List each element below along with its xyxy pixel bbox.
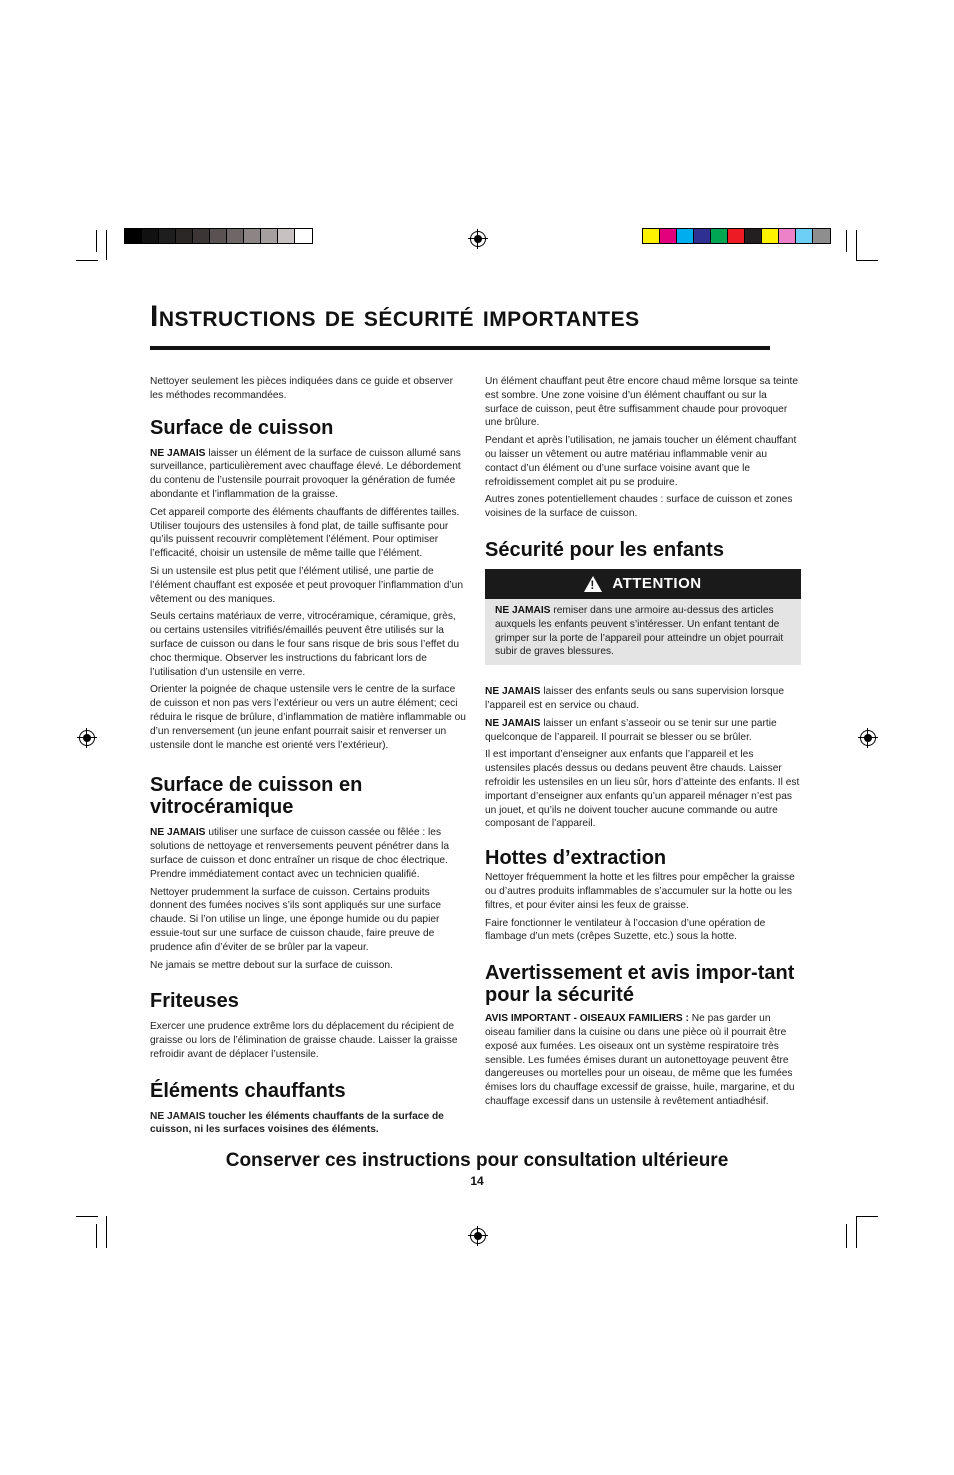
attention-label: ATTENTION — [612, 575, 702, 593]
color-swatch — [643, 229, 660, 243]
paragraph-text: laisser des enfants seuls ou sans supervision lorsque l’appareil est en service ou chaud. — [485, 686, 784, 711]
attention-box — [485, 569, 801, 665]
paragraph — [485, 1012, 801, 1109]
section-heading-range-hoods: Hottes d’extraction — [485, 847, 667, 870]
paragraph — [485, 685, 801, 713]
crop-mark — [856, 260, 878, 261]
color-swatch — [244, 229, 261, 243]
section-heading-ceramic-cooktop: Surface de cuisson en vitrocéramique — [150, 774, 363, 819]
paragraph: Autres zones potentiellement chaudes : surface de cuisson et zones voisines de la surface de cuisson. — [485, 494, 793, 520]
title-rule — [150, 346, 770, 350]
color-swatch — [711, 229, 728, 243]
crop-mark — [856, 1216, 878, 1217]
color-swatch — [295, 229, 312, 243]
paragraph: Il est important d’enseigner aux enfants que l’appareil et les ustensiles placés dessus ou dedans peuvent être chauds. Laisser refroidir les ustensiles en un lieu sûr, hors d’atteinte des enfants. Il est important d’enseigner aux enfants qu’un appareil ménager n’est pas un jouet, et qu’ils ne doivent toucher aucune commande ou autre composant de l’appareil. — [485, 749, 800, 830]
paragraph-text: laisser un enfant s’asseoir ou se tenir sur une partie quelconque de l’appareil. Il pourrait se blesser ou se brûler. — [485, 717, 777, 743]
attention-body — [485, 599, 801, 665]
right-column — [485, 375, 801, 1113]
crop-mark — [856, 1216, 857, 1248]
color-swatch — [694, 229, 711, 243]
paragraph: Orienter la poignée de chaque ustensile vers le centre de la surface de cuisson et non pas vers l’extérieur ou vers un autre élément; ceci réduira le risque de brûlure, d’inflammation de matière inflammable ou d’un renversement (un jeune enfant pourrait saisir et renverser un ustensile dont le manche est orienté vers l’extérieur). — [150, 684, 466, 751]
color-swatch — [796, 229, 813, 243]
paragraph-text: laisser un élément de la surface de cuisson allumé sans surveillance, particulièrement avec chauffage élevé. Le débordement du contenu de l’ustensile pourrait provoquer la génération de fumée abondante et l’inflammation de la graisse. — [150, 447, 461, 500]
registration-mark-icon — [79, 730, 95, 746]
color-swatch — [125, 229, 142, 243]
warning-lead: NE JAMAIS — [150, 827, 206, 839]
color-swatch — [176, 229, 193, 243]
section-heading-fryers: Friteuses — [150, 990, 239, 1013]
color-swatch — [159, 229, 176, 243]
paragraph: Faire fonctionner le ventilateur à l’occasion d’une opération de flambage d’un mets (crêpes Suzette, etc.) sous la hotte. — [485, 917, 766, 943]
paragraph: Cet appareil comporte des éléments chauffants de différentes tailles. Utiliser toujours des ustensiles à fond plat, de taille suffisante pour qu’ils puissent recouvrir complètement l’élément. Pour optimiser l’efficacité, choisir un ustensile de même taille que l’élément. — [150, 506, 460, 560]
paragraph: Un élément chauffant peut être encore chaud même lorsque sa teinte est sombre. Une zone voisine d’un élément chauffant ou sur la surface de cuisson, peut être suffisamment chaude pour provoquer une brûlure. — [485, 376, 798, 429]
crop-mark — [106, 1216, 107, 1248]
crop-mark — [846, 230, 847, 252]
paragraph-text: remiser dans une armoire au-dessus des articles auxquels les enfants peuvent s’intéresser. Un enfant tentant de grimper sur la porte de l’appareil pour atteindre un objet pourrait subir de graves blessures. — [495, 604, 784, 658]
footer-title: Conserver ces instructions pour consultation ultérieure — [225, 1150, 729, 1171]
color-swatch — [660, 229, 677, 243]
attention-text — [495, 604, 791, 659]
crop-mark — [96, 230, 97, 252]
warning-lead: NE JAMAIS — [150, 447, 206, 459]
crop-mark — [856, 230, 857, 260]
color-swatch — [762, 229, 779, 243]
warning-icon — [584, 576, 602, 592]
crop-mark — [76, 1216, 98, 1217]
color-swatch — [677, 229, 694, 243]
paragraph: Pendant et après l’utilisation, ne jamais toucher un élément chauffant ou laisser un vêtement ou autre matériau inflammable venir au contact d’un élément ou d’une surface voisine avant que le refroidissement complet ait pu se produire. — [485, 435, 797, 488]
color-swatch — [278, 229, 295, 243]
color-swatch — [813, 229, 830, 243]
color-swatch — [261, 229, 278, 243]
intro-paragraph: Nettoyer seulement les pièces indiquées dans ce guide et observer les méthodes recommandées. — [150, 376, 453, 401]
section-heading-cooktop: Surface de cuisson — [150, 416, 334, 439]
section-heading-warning-notice: Avertissement et avis impor-tant pour la sécurité — [485, 962, 795, 1007]
registration-mark-icon — [860, 730, 876, 746]
paragraph: Ne jamais se mettre debout sur la surface de cuisson. — [150, 959, 393, 971]
paragraph: NE JAMAIS toucher les éléments chauffants de la surface de cuisson, ni les surfaces voisines des éléments. — [150, 1110, 444, 1136]
gray-calibration-bar — [124, 228, 313, 244]
paragraph — [485, 717, 801, 745]
paragraph: Si un ustensile est plus petit que l’élément utilisé, une partie de l’élément chauffant est exposée et peut provoquer l’inflammation d’un vêtement ou des maniques. — [150, 565, 463, 605]
color-swatch — [142, 229, 159, 243]
crop-mark — [76, 260, 98, 261]
section-heading-heating-elements: Éléments chauffants — [150, 1079, 346, 1102]
paragraph: Nettoyer fréquemment la hotte et les filtres pour empêcher la graisse ou d’autres produits inflammables de s’accumuler sur la hotte ou les filtres, et pour éviter ainsi les feux de graisse. — [485, 872, 795, 911]
page-title: Instructions de sécurité importantes — [150, 300, 640, 333]
paragraph: Seuls certains matériaux de verre, vitrocéramique, céramique, grès, ou certains ustensiles vitrifiés/émaillés peuvent être utilisés sur la surface de cuisson ou dans le four sans risque de bris sous l’effet du choc thermique. Observer les instructions du fabricant lors de l’utilisation d’un ustensile en verre. — [150, 611, 460, 678]
page-number: 14 — [470, 1174, 484, 1188]
warning-lead: NE JAMAIS — [495, 604, 551, 616]
crop-mark — [96, 1224, 97, 1248]
color-swatch — [227, 229, 244, 243]
color-calibration-bar — [642, 228, 831, 244]
color-swatch — [779, 229, 796, 243]
color-swatch — [728, 229, 745, 243]
warning-lead: AVIS IMPORTANT - OISEAUX FAMILIERS : — [485, 1013, 689, 1025]
color-swatch — [210, 229, 227, 243]
crop-mark — [106, 230, 107, 260]
paragraph — [150, 826, 466, 881]
left-column — [150, 375, 466, 1141]
paragraph: Exercer une prudence extrême lors du déplacement du récipient de graisse ou lors de l’élimination de graisse chaude. Laisser la graisse refroidir avant de déplacer l’ustensile. — [150, 1021, 458, 1060]
attention-header — [485, 569, 801, 599]
warning-lead: NE JAMAIS — [485, 686, 541, 698]
paragraph-text: Ne pas garder un oiseau familier dans la cuisine ou dans une pièce où il pourrait être exposé aux fumées. Les oiseaux ont un système respiratoire très sensible. Les fumées émises durant un autonettoyage peuvent être dangereuses ou mortelles pour un oiseau, de même que les fumées émises lors du chauffage excessif de graisse, huile, margarine, et du chauffage excessif dans un ustensile à revêtement antiadhésif. — [485, 1013, 795, 1107]
registration-mark-icon — [470, 231, 486, 247]
warning-lead: NE JAMAIS — [485, 717, 541, 729]
paragraph — [150, 447, 466, 502]
color-swatch — [745, 229, 762, 243]
crop-mark — [846, 1224, 847, 1248]
paragraph: Nettoyer prudemment la surface de cuisson. Certains produits donnent des fumées nocives s’ils sont appliqués sur une surface chaude. Si l’on utilise un linge, une éponge humide ou du papier essuie-tout sur une surface de cuisson chaude, faire preuve de prudence afin d’éviter de se brûler par la vapeur. — [150, 886, 442, 953]
paragraph-text: utiliser une surface de cuisson cassée ou fêlée : les solutions de nettoyage et renversements peuvent pénétrer dans la surface de cuisson et donc entraîner un risque de choc électrique. Prendre immédiatement contact avec un technicien qualifié. — [150, 827, 450, 880]
section-heading-child-safety: Sécurité pour les enfants — [485, 538, 724, 561]
color-swatch — [193, 229, 210, 243]
registration-mark-icon — [470, 1228, 486, 1244]
